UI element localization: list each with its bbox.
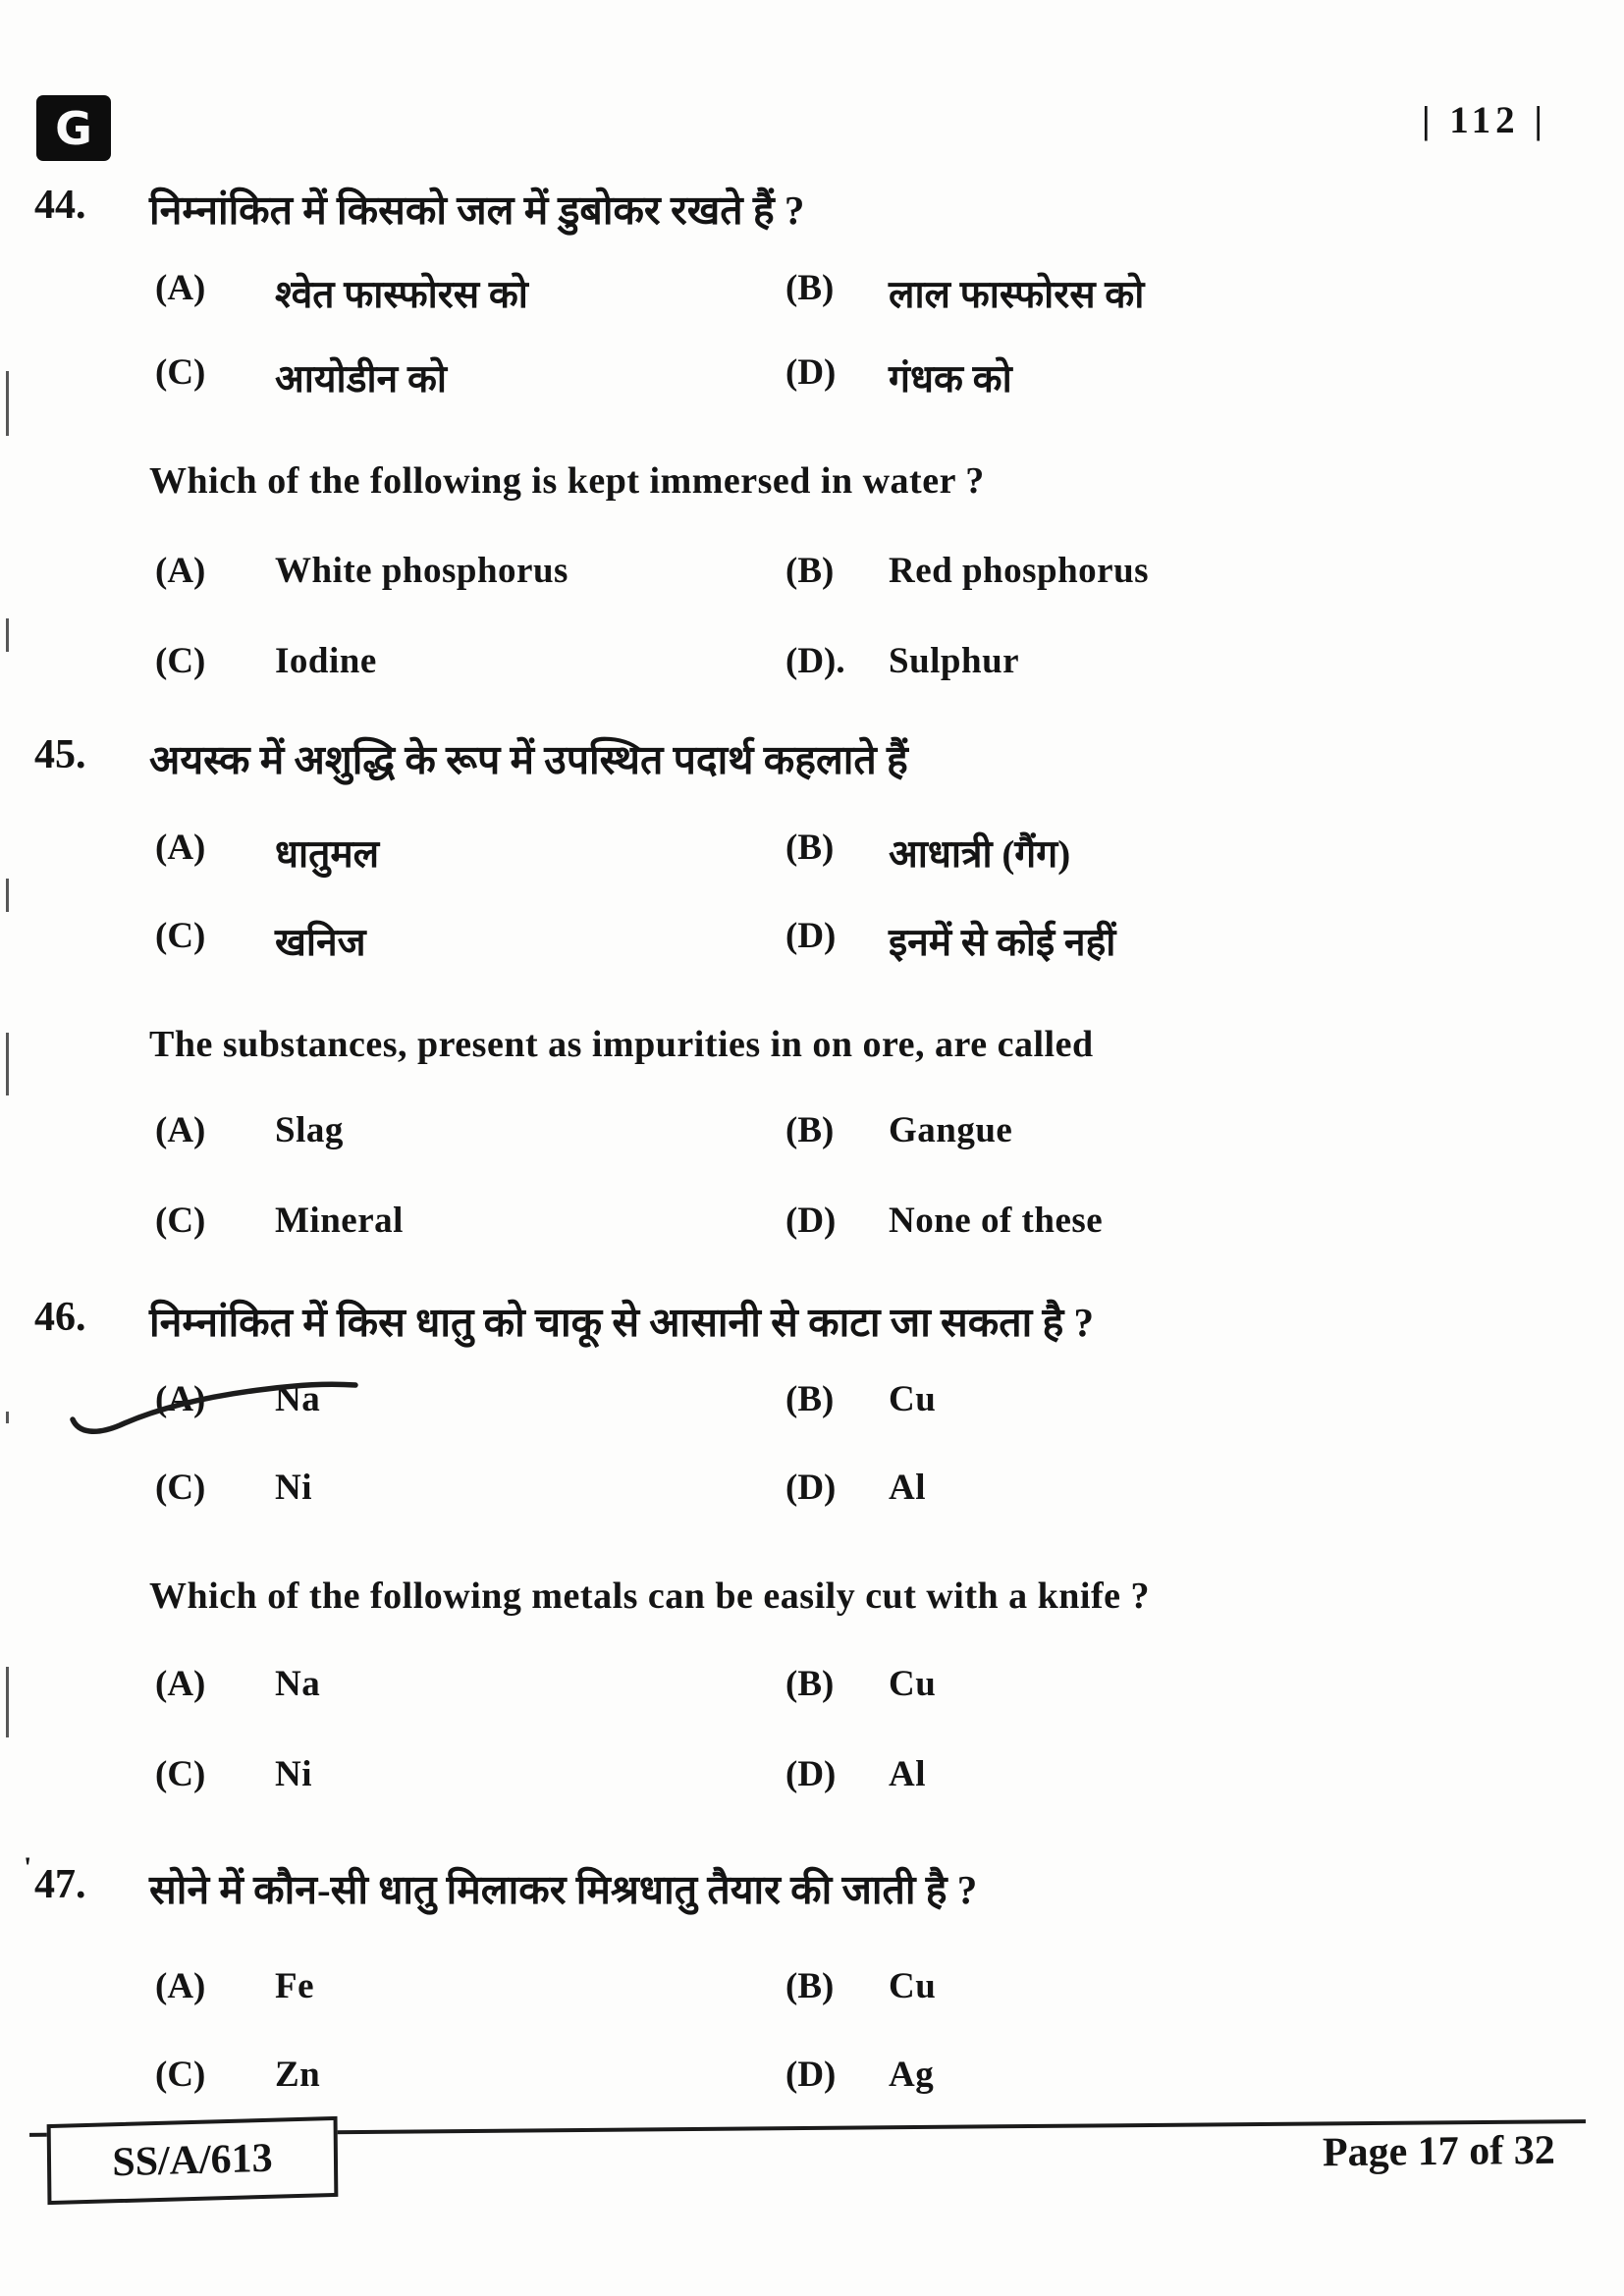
question-number: 44. <box>34 183 86 228</box>
option-text: White phosphorus <box>275 551 568 591</box>
option-label: (D) <box>785 1201 837 1241</box>
option-label: (C) <box>155 2055 206 2095</box>
option-text: Ag <box>889 2055 935 2095</box>
option-label: (C) <box>155 641 206 681</box>
question-stem-hindi: अयस्क में अशुद्धि के रूप में उपस्थित पदार्थ कहलाते हैं <box>149 737 908 782</box>
question-number: 47. <box>34 1862 86 1907</box>
set-code-letter: G <box>55 101 92 155</box>
option-text: Gangue <box>889 1110 1013 1150</box>
question-stem-hindi: निम्नांकित में किस धातु को चाकू से आसानी से काटा जा सकता है ? <box>149 1300 1095 1345</box>
option-label: (C) <box>155 1201 206 1241</box>
question-number: 45. <box>34 732 86 777</box>
option-label: (D) <box>785 1468 837 1508</box>
question-number: 46. <box>34 1295 86 1340</box>
option-label: (C) <box>155 352 206 393</box>
question-stem-hindi: सोने में कौन-सी धातु मिलाकर मिश्रधातु तैयार की जाती है ? <box>149 1867 978 1912</box>
question-44-english-options-row-1 <box>0 550 1624 611</box>
option-text: Al <box>889 1754 926 1794</box>
option-label: (B) <box>785 551 835 591</box>
option-label: (B) <box>785 1379 835 1419</box>
question-stem-english: Which of the following is kept immersed in water ? <box>149 460 985 502</box>
option-label: (B) <box>785 828 835 868</box>
option-label: (A) <box>155 1110 206 1150</box>
question-46-hindi-stem-row <box>0 1294 1624 1355</box>
question-44-hindi-options-row-1 <box>0 267 1624 328</box>
option-text: None of these <box>889 1201 1104 1241</box>
question-stem-hindi: निम्नांकित में किसको जल में डुबोकर रखते हैं ? <box>149 187 805 233</box>
question-stem-english: The substances, present as impurities in on ore, are called <box>149 1024 1094 1065</box>
option-text: Ni <box>275 1468 312 1508</box>
question-45-english-options-row-2 <box>0 1200 1624 1260</box>
option-text: श्वेत फास्फोरस को <box>275 274 528 316</box>
option-label: (C) <box>155 1754 206 1794</box>
option-label: (A) <box>155 1664 206 1704</box>
question-44-english-stem-row <box>0 459 1624 520</box>
option-text: Cu <box>889 1664 937 1704</box>
option-text: Cu <box>889 1966 937 2006</box>
option-text: Iodine <box>275 641 377 681</box>
option-label: (B) <box>785 1966 835 2006</box>
option-text: Cu <box>889 1379 937 1419</box>
option-label: (D) <box>785 2055 837 2095</box>
option-label: (D) <box>785 1754 837 1794</box>
question-44-hindi-options-row-2 <box>0 351 1624 412</box>
paper-code-box <box>47 2116 339 2205</box>
option-text: Na <box>275 1379 321 1419</box>
option-text: धातुमल <box>275 833 380 876</box>
question-45-english-stem-row <box>0 1023 1624 1084</box>
option-label: (A) <box>155 1966 206 2006</box>
option-label: (A) <box>155 828 206 868</box>
question-46-english-options-row-1 <box>0 1663 1624 1724</box>
option-label: (D) <box>785 916 837 956</box>
option-text: आधात्री (गैंग) <box>889 833 1071 876</box>
question-44-hindi-stem-row <box>0 182 1624 242</box>
question-47-hindi-stem-row <box>0 1861 1624 1922</box>
option-label: (C) <box>155 916 206 956</box>
question-stem-english: Which of the following metals can be easily cut with a knife ? <box>149 1575 1150 1617</box>
question-45-hindi-stem-row <box>0 731 1624 792</box>
option-text: Al <box>889 1468 926 1508</box>
option-text: इनमें से कोई नहीं <box>889 922 1116 964</box>
question-46-hindi-options-row-1 <box>0 1378 1624 1439</box>
scan-artifact-tick: ' <box>24 1851 32 1884</box>
option-text: Ni <box>275 1754 312 1794</box>
option-label: (D). <box>785 641 845 681</box>
option-text: Slag <box>275 1110 344 1150</box>
option-label: (A) <box>155 268 206 308</box>
option-text: Na <box>275 1664 321 1704</box>
question-46-hindi-options-row-2 <box>0 1467 1624 1527</box>
page-number-label: Page 17 of 32 <box>1322 2127 1556 2176</box>
option-text: Sulphur <box>889 641 1020 681</box>
option-text: Fe <box>275 1966 315 2006</box>
option-label: (A) <box>155 551 206 591</box>
question-45-hindi-options-row-2 <box>0 915 1624 976</box>
option-label: (B) <box>785 1110 835 1150</box>
option-text: Red phosphorus <box>889 551 1150 591</box>
question-45-english-options-row-1 <box>0 1109 1624 1170</box>
set-code-badge <box>36 95 111 161</box>
option-text: Zn <box>275 2055 321 2095</box>
question-47-options-row-1 <box>0 1965 1624 2026</box>
question-47-options-row-2 <box>0 2054 1624 2114</box>
option-text: Mineral <box>275 1201 404 1241</box>
option-text: आयोडीन को <box>275 358 447 400</box>
question-45-hindi-options-row-1 <box>0 827 1624 887</box>
option-text: लाल फास्फोरस को <box>889 274 1145 316</box>
option-label: (C) <box>155 1468 206 1508</box>
paper-code: SS/A/613 <box>112 2135 273 2186</box>
option-text: खनिज <box>275 922 366 964</box>
option-label: (D) <box>785 352 837 393</box>
question-46-english-options-row-2 <box>0 1753 1624 1814</box>
question-44-english-options-row-2 <box>0 640 1624 701</box>
question-46-english-stem-row <box>0 1575 1624 1635</box>
booklet-page-ref: | 112 | <box>1421 99 1547 141</box>
option-label: (A) <box>155 1379 206 1419</box>
option-text: गंधक को <box>889 358 1012 400</box>
option-label: (B) <box>785 268 835 308</box>
option-label: (B) <box>785 1664 835 1704</box>
